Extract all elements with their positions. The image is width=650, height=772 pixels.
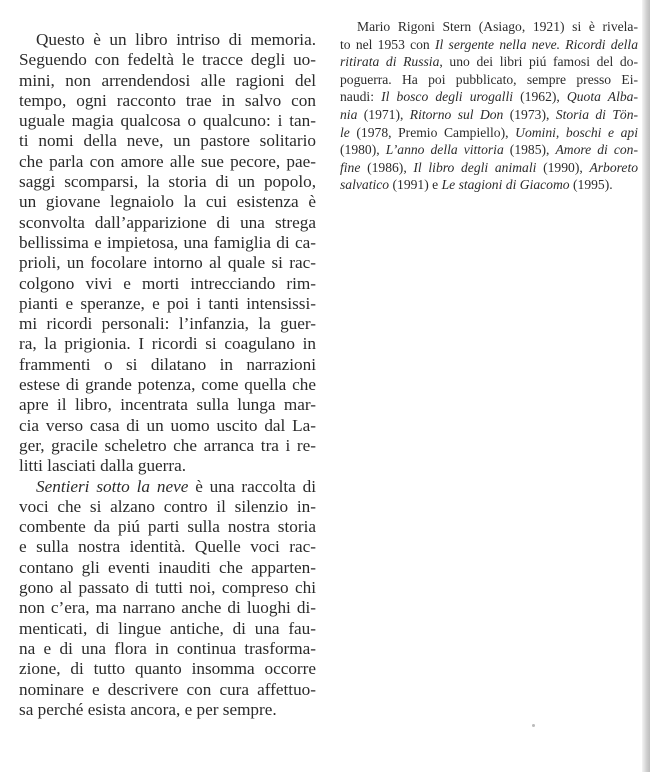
text-line: ger, gracile scheletro che arranca tra i re- — [19, 435, 316, 455]
text-line: voci che si alzano contro il silenzio in- — [19, 496, 316, 516]
text-line: mi ricordi personali: l’infanzia, la guer- — [19, 314, 316, 334]
text-line: ra, la prigionia. I ricordi si coagulano in — [19, 334, 316, 354]
text-line: prioli, un focolare intorno al quale si rac- — [19, 253, 316, 273]
paragraph — [19, 30, 316, 477]
text-line: bellissima e impietosa, una famiglia di ca- — [19, 232, 316, 252]
text-line — [340, 141, 638, 159]
paper-speck — [532, 724, 535, 727]
italic-title-fragment: salvatico — [340, 177, 390, 193]
text-fragment: poguerra. Ha poi pubblicato, sempre presso Ei- — [340, 71, 638, 87]
text-fragment: (1978, Premio Campiello), — [349, 124, 516, 140]
text-line: contano gli eventi inauditi che apparten- — [19, 557, 316, 577]
text-line: tempo, ogni racconto trae in salvo con — [19, 90, 316, 110]
italic-title-fragment: Storia di Tön- — [555, 106, 639, 122]
book-title: Sentieri sotto la neve — [36, 476, 189, 496]
text-fragment: (1990), — [536, 159, 590, 175]
text-line — [340, 106, 638, 124]
text-line: Questo è un libro intriso di memoria. — [36, 30, 316, 49]
text-fragment: (1986), — [360, 159, 414, 175]
text-line: sconvolta dall’apparizione di una strega — [19, 212, 316, 232]
text-fragment: to nel 1953 con — [340, 36, 435, 52]
text-line — [340, 36, 638, 54]
text-fragment: naudi: — [340, 89, 382, 105]
text-line: sa perché esista ancora, e per sempre. — [19, 699, 277, 719]
text-line — [340, 124, 638, 142]
text-line: e sulla nostra identità. Quelle voci rac- — [19, 537, 316, 557]
text-line — [340, 71, 638, 89]
italic-title-fragment: Le stagioni di Giacomo — [441, 177, 570, 193]
text-line: menticati, di lingue antiche, di una fau- — [19, 618, 316, 638]
italic-title-fragment: fine — [340, 159, 361, 175]
text-fragment: (1971), — [357, 106, 410, 122]
text-line: gono al passato di tutti noi, compreso chi — [19, 578, 316, 598]
italic-title-fragment: Il libro degli animali — [413, 159, 537, 175]
book-description-column — [19, 30, 316, 720]
text-line: uguale magia qualcosa o qualcuno: i tan- — [19, 111, 316, 131]
text-line: frammenti o si dilatano in narrazioni — [19, 354, 316, 374]
text-line: estese di grande potenza, come quella che — [19, 375, 316, 395]
text-line: ti nomi della neve, un pastore solitario — [19, 131, 316, 151]
text-line: apre il libro, incentrata sulla lunga mar- — [19, 395, 316, 415]
italic-title-fragment: Quota Alba- — [566, 89, 638, 105]
author-bio-column — [340, 18, 638, 194]
text-fragment: (1980), — [340, 142, 386, 158]
text-line: mini, non arrendendosi alle ragioni del — [19, 70, 316, 90]
italic-title-fragment: ritirata di Russia — [340, 54, 440, 70]
text-line: nominare e descrivere con cura affettuo- — [19, 679, 316, 699]
page-edge-shadow — [642, 0, 650, 772]
text-line — [340, 176, 638, 194]
text-line — [19, 477, 316, 497]
text-line: zione, di tutto quanto insomma occorre — [19, 659, 316, 679]
italic-title-fragment: Il bosco degli urogalli — [381, 89, 514, 105]
text-fragment: , uno dei libri piú famosi del do- — [439, 54, 639, 70]
text-fragment: (1995). — [569, 177, 613, 193]
text-line: pianti e speranze, e poi i tanti intensissi- — [19, 293, 316, 313]
text-line: cia verso casa di un uomo uscito dal La- — [19, 415, 316, 435]
text-line: colgono vivi e morti intrecciando rim- — [19, 273, 316, 293]
italic-title-fragment: Uomini, boschi e api — [515, 124, 638, 140]
text-line: un giovane legnaiolo la cui esistenza è — [19, 192, 316, 212]
text-line: non c’era, ma narrano anche di luoghi di- — [19, 598, 316, 618]
italic-title-fragment: L’anno della vittoria — [385, 142, 504, 158]
text-fragment: (1985), — [503, 142, 556, 158]
text-fragment: (1973), — [503, 106, 556, 122]
italic-title-fragment: nia — [340, 106, 358, 122]
text-fragment: (1962), — [513, 89, 567, 105]
text-line: na e di una flora in continua trasforma- — [19, 638, 316, 658]
text-line — [340, 18, 638, 36]
text-fragment: (1991) e — [389, 177, 442, 193]
italic-title-fragment: Ritorno sul Don — [409, 106, 504, 122]
text-fragment: Mario Rigoni Stern (Asiago, 1921) si è rivela- — [357, 19, 638, 34]
text-line: combente da piú parti sulla nostra storia — [19, 517, 316, 537]
text-line: Seguendo con fedeltà le tracce degli uo- — [19, 50, 316, 70]
italic-title-fragment: Il sergente nella neve. Ricordi della — [434, 36, 638, 52]
text-line — [340, 159, 638, 177]
text-line: litti lasciati dalla guerra. — [19, 456, 187, 476]
text-line — [340, 88, 638, 106]
italic-title-fragment: Amore di con- — [555, 142, 639, 158]
italic-title-fragment: Arboreto — [589, 159, 639, 175]
text-line — [340, 53, 638, 71]
text-line: che parla con amore alle sue pecore, pae- — [19, 151, 316, 171]
text-fragment: è una raccolta di — [188, 476, 316, 496]
paragraph — [19, 477, 316, 721]
italic-title-fragment: le — [340, 124, 350, 140]
text-line: saggi scomparsi, la storia di un popolo, — [19, 172, 316, 192]
